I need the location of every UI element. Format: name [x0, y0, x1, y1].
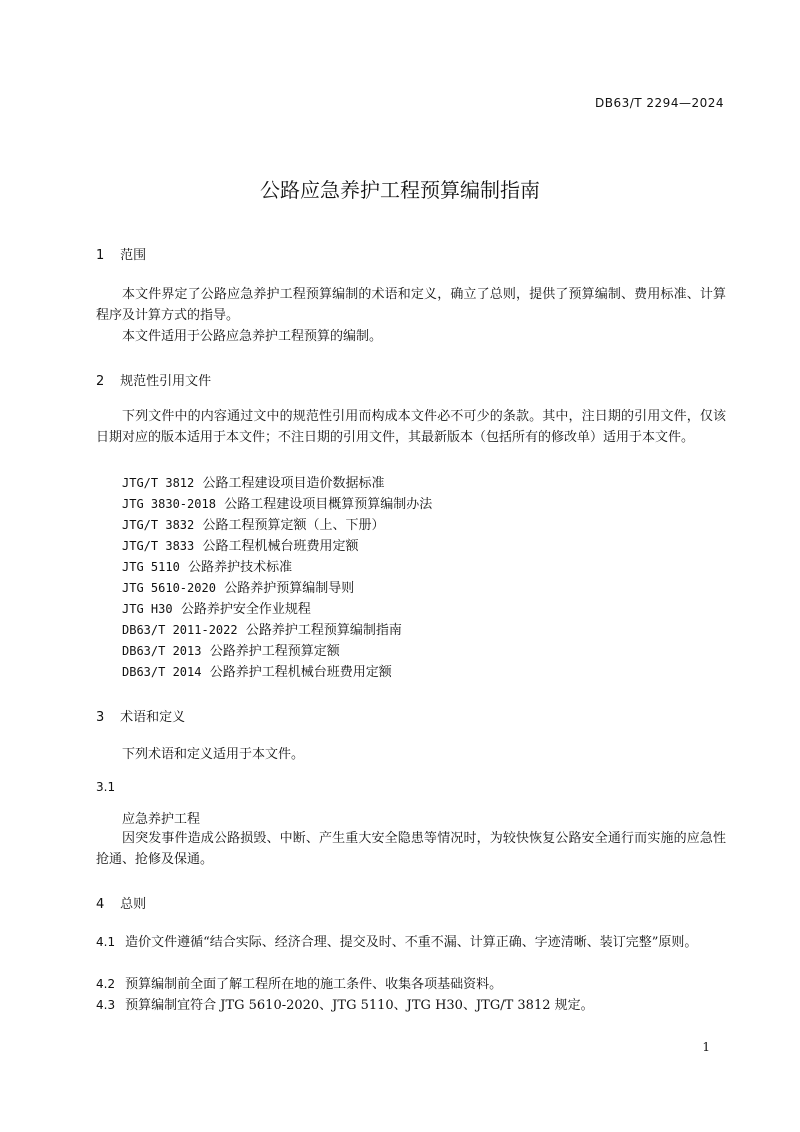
- reference-name: 公路工程预算定额（上、下册）: [202, 518, 385, 533]
- reference-item: [122, 535, 359, 554]
- reference-item: [122, 556, 292, 575]
- reference-code: DB63/T 2013: [122, 644, 202, 658]
- section-2-heading: [96, 370, 211, 389]
- section-3-heading: [96, 706, 185, 725]
- reference-item: [122, 472, 385, 491]
- reference-item: [122, 493, 432, 512]
- clause-number: 4.1: [96, 935, 116, 949]
- reference-item: [122, 661, 392, 680]
- reference-name: 公路工程建设项目造价数据标准: [202, 476, 385, 491]
- page-number: 1: [702, 1040, 710, 1054]
- clause-item: [96, 974, 726, 995]
- clause-text: 造价文件遵循“结合实际、经济合理、提交及时、不重不漏、计算正确、字迹清晰、装订完整”原则。: [125, 935, 698, 950]
- clause-text: 预算编制宜符合 JTG 5610-2020、JTG 5110、JTG H30、JTG/T 3812 规定。: [125, 998, 594, 1013]
- term-definition: 因突发事件造成公路损毁、中断、产生重大安全隐患等情况时，为较快恢复公路安全通行而实施的应急性抢通、抢修及保通。: [96, 831, 726, 867]
- clause-item: [96, 995, 726, 1016]
- section-number: 3: [96, 710, 105, 725]
- section-1-heading: [96, 244, 146, 263]
- reference-item: [122, 514, 385, 533]
- reference-code: JTG H30: [122, 602, 173, 616]
- document-title: 公路应急养护工程预算编制指南: [260, 178, 540, 202]
- clause-text: 预算编制前全面了解工程所在地的施工条件、收集各项基础资料。: [125, 977, 503, 992]
- section-number: 1: [96, 248, 105, 263]
- reference-name: 公路养护安全作业规程: [180, 602, 311, 617]
- reference-item: [122, 577, 354, 596]
- scope-paragraph-1: 本文件界定了公路应急养护工程预算编制的术语和定义，确立了总则，提供了预算编制、费用标准、计算程序及计算方式的指导。: [96, 287, 726, 323]
- section-title: 术语和定义: [120, 710, 186, 725]
- reference-name: 公路养护工程机械台班费用定额: [209, 665, 392, 680]
- reference-code: DB63/T 2014: [122, 665, 202, 679]
- reference-code: JTG/T 3812: [122, 476, 195, 490]
- reference-name: 公路养护技术标准: [188, 560, 293, 575]
- clause-number: 4.2: [96, 977, 116, 991]
- reference-code: DB63/T 2011-2022: [122, 623, 238, 637]
- reference-item: [122, 619, 402, 638]
- reference-code: JTG 3830-2018: [122, 497, 216, 511]
- reference-code: JTG/T 3833: [122, 539, 195, 553]
- normative-references-intro: 下列文件中的内容通过文中的规范性引用而构成本文件必不可少的条款。其中，注日期的引用文件，仅该日期对应的版本适用于本文件；不注日期的引用文件，其最新版本（包括所有的修改单）适用于本文件。: [96, 409, 726, 445]
- reference-name: 公路养护预算编制导则: [224, 581, 355, 596]
- reference-code: JTG 5110: [122, 560, 180, 574]
- clause-number: 4.3: [96, 998, 116, 1012]
- reference-name: 公路工程机械台班费用定额: [202, 539, 359, 554]
- section-4-heading: [96, 893, 146, 912]
- section-number: 4: [96, 897, 105, 912]
- reference-code: JTG/T 3832: [122, 518, 195, 532]
- term-title: 应急养护工程: [122, 812, 201, 827]
- reference-code: JTG 5610-2020: [122, 581, 216, 595]
- reference-item: [122, 640, 340, 659]
- reference-name: 公路养护工程预算定额: [209, 644, 340, 659]
- reference-item: [122, 598, 311, 617]
- term-number: 3.1: [96, 780, 116, 794]
- section-title: 总则: [120, 897, 147, 912]
- section-title: 规范性引用文件: [120, 374, 212, 389]
- clause-item: [96, 932, 726, 953]
- terms-intro: 下列术语和定义适用于本文件。: [122, 747, 305, 762]
- scope-paragraph-2: 本文件适用于公路应急养护工程预算的编制。: [122, 329, 383, 344]
- section-title: 范围: [120, 248, 147, 263]
- reference-name: 公路工程建设项目概算预算编制办法: [224, 497, 433, 512]
- section-number: 2: [96, 374, 105, 389]
- reference-name: 公路养护工程预算编制指南: [245, 623, 402, 638]
- standard-code: DB63/T 2294—2024: [594, 96, 724, 110]
